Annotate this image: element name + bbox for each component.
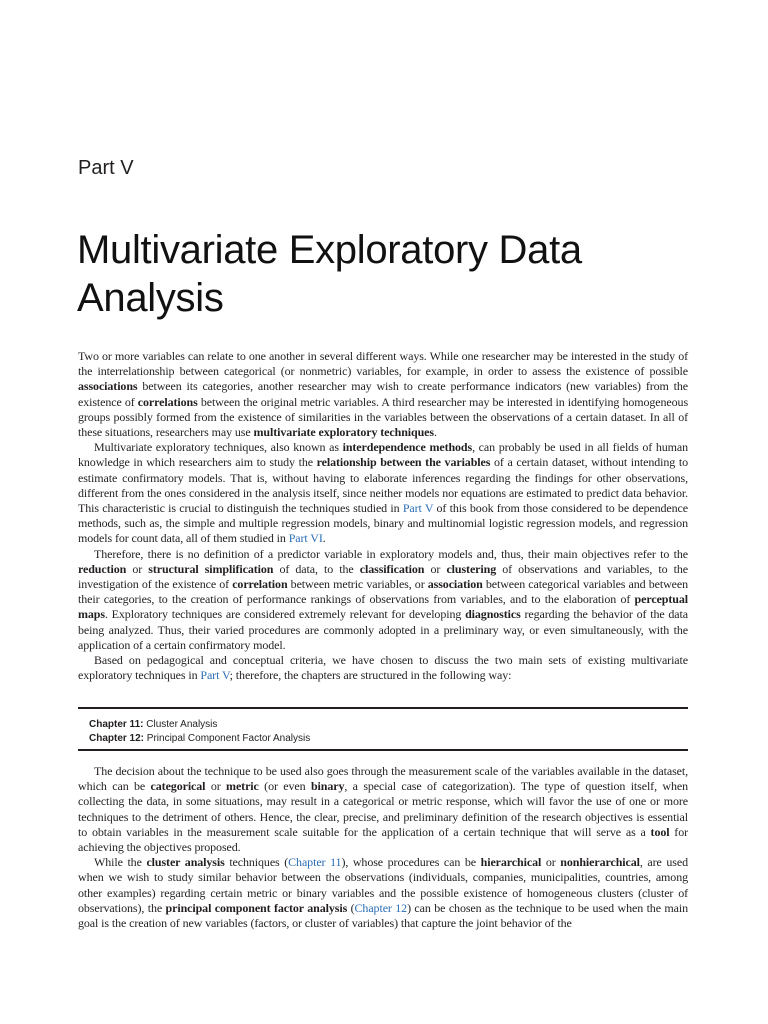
term-hierarchical: hierarchical xyxy=(480,855,542,870)
part-label: Part V xyxy=(78,157,134,179)
link-chapter-11[interactable]: Chapter 11 xyxy=(288,855,342,870)
term-clustering: clustering xyxy=(446,561,497,576)
term-associations: associations xyxy=(78,379,138,394)
paragraph-6: While the cluster analysis techniques (Chapter 11), whose procedures can be hierarchical or nonhierarchical, are used when we wish to study similar behavior between the observations (individuals, companies, municipalities, countries, among other examples) regarding certain metric or binary variables and the possible existence of homogeneous clusters (cluster of observations), the principal component factor analysis (Chapter 12) can be chosen as the technique to be used when the main goal is the creation of new variables (factors, or cluster of variables) that capture the joint behavior of the xyxy=(78,855,688,931)
chapter-entry-11 xyxy=(89,718,688,732)
term-correlation: correlation xyxy=(232,577,288,592)
term-binary: binary xyxy=(310,779,345,794)
term-perceptual-maps: perceptual maps xyxy=(78,592,688,622)
chapter-title: Cluster Analysis xyxy=(143,719,218,730)
chapter-list-box xyxy=(78,707,688,751)
page-title: Multivariate Exploratory Data Analysis xyxy=(77,228,582,320)
term-interdependence-methods: interdependence methods xyxy=(342,440,473,455)
term-relationship-between-variables: relationship between the variables xyxy=(316,455,491,470)
paragraph-5: The decision about the technique to be used also goes through the measurement scale of the variables available in the dataset, which can be categorical or metric (or even binary, a special case of categorization). The type of question itself, when collecting the data, in some situations, may result in a categorical or metric response, which will favor the use of one or more techniques to the detriment of others. Hence, the clear, precise, and preliminary definition of the research objectives is essential to obtain variables in the measurement scale suitable for the application of a certain technique that will serve as a tool for achieving the objectives proposed. xyxy=(78,764,689,855)
paragraph-4: Based on pedagogical and conceptual criteria, we have chosen to discuss the two main sets of existing multivariate exploratory techniques in Part V; therefore, the chapters are structured in the following way: xyxy=(78,653,688,683)
term-metric: metric xyxy=(226,779,259,794)
term-classification: classification xyxy=(359,561,425,576)
paragraph-1: Two or more variables can relate to one another in several different ways. While one researcher may be interested in the study of the interrelationship between categorical (or nonmetric) variables, for example, in order to assess the existence of possible associations between its categories, another researcher may wish to create performance indicators (new variables) from the existence of correlations between the original metric variables. A third researcher may be interested in identifying homogeneous groups possibly formed from the existence of similarities in the variables between the observations of a certain dataset. In all of these situations, researchers may use multivariate exploratory techniques. xyxy=(78,349,689,440)
term-diagnostics: diagnostics xyxy=(465,607,521,622)
term-correlations: correlations xyxy=(137,394,198,409)
chapter-entry-12 xyxy=(89,732,688,746)
term-structural-simplification: structural simplification xyxy=(148,561,274,576)
link-chapter-12[interactable]: Chapter 12 xyxy=(354,900,408,915)
term-tool: tool xyxy=(650,824,670,839)
chapter-title: Principal Component Factor Analysis xyxy=(144,733,311,744)
link-part-v[interactable]: Part V xyxy=(402,501,434,516)
term-multivariate-exploratory-techniques: multivariate exploratory techniques xyxy=(253,425,434,440)
term-cluster-analysis: cluster analysis xyxy=(146,855,225,870)
paragraph-2: Multivariate exploratory techniques, also known as interdependence methods, can probably be used in all fields of human knowledge in which researchers aim to study the relationship between the variables of a certain dataset, without intending to estimate confirmatory models. That is, without having to elaborate inferences regarding the findings for other observations, different from the ones considered in the analysis itself, since neither models nor equations are estimated to predict data behavior. This characteristic is crucial to distinguish the techniques studied in Part V of this book from those considered to be dependence methods, such as, the simple and multiple regression models, binary and multinomial logistic regression models, and regression models for count data, all of them studied in Part VI. xyxy=(78,440,689,546)
link-part-vi[interactable]: Part VI xyxy=(288,531,323,546)
term-reduction: reduction xyxy=(78,561,127,576)
technique-text xyxy=(78,764,688,931)
chapter-number: Chapter 12: xyxy=(89,733,145,744)
term-principal-component-factor-analysis: principal component factor analysis xyxy=(165,900,348,915)
term-categorical: categorical xyxy=(150,779,206,794)
term-nonhierarchical: nonhierarchical xyxy=(560,855,640,870)
intro-text xyxy=(78,349,688,683)
term-association: association xyxy=(427,577,483,592)
paragraph-3: Therefore, there is no definition of a predictor variable in exploratory models and, thus, their main objectives refer to the reduction or structural simplification of data, to the classification or clustering of observations and variables, to the investigation of the existence of correlation between metric variables, or association between categorical variables and between their categories, to the creation of performance rankings of observations from variables, and to the elaboration of perceptual maps. Exploratory techniques are considered extremely relevant for developing diagnostics regarding the behavior of the data being analyzed. Thus, their varied procedures are commonly adopted in a preliminary way, or even simultaneously, with the application of a certain confirmatory model. xyxy=(78,546,688,652)
chapter-number: Chapter 11: xyxy=(89,719,144,730)
link-part-v-2[interactable]: Part V xyxy=(200,668,230,683)
